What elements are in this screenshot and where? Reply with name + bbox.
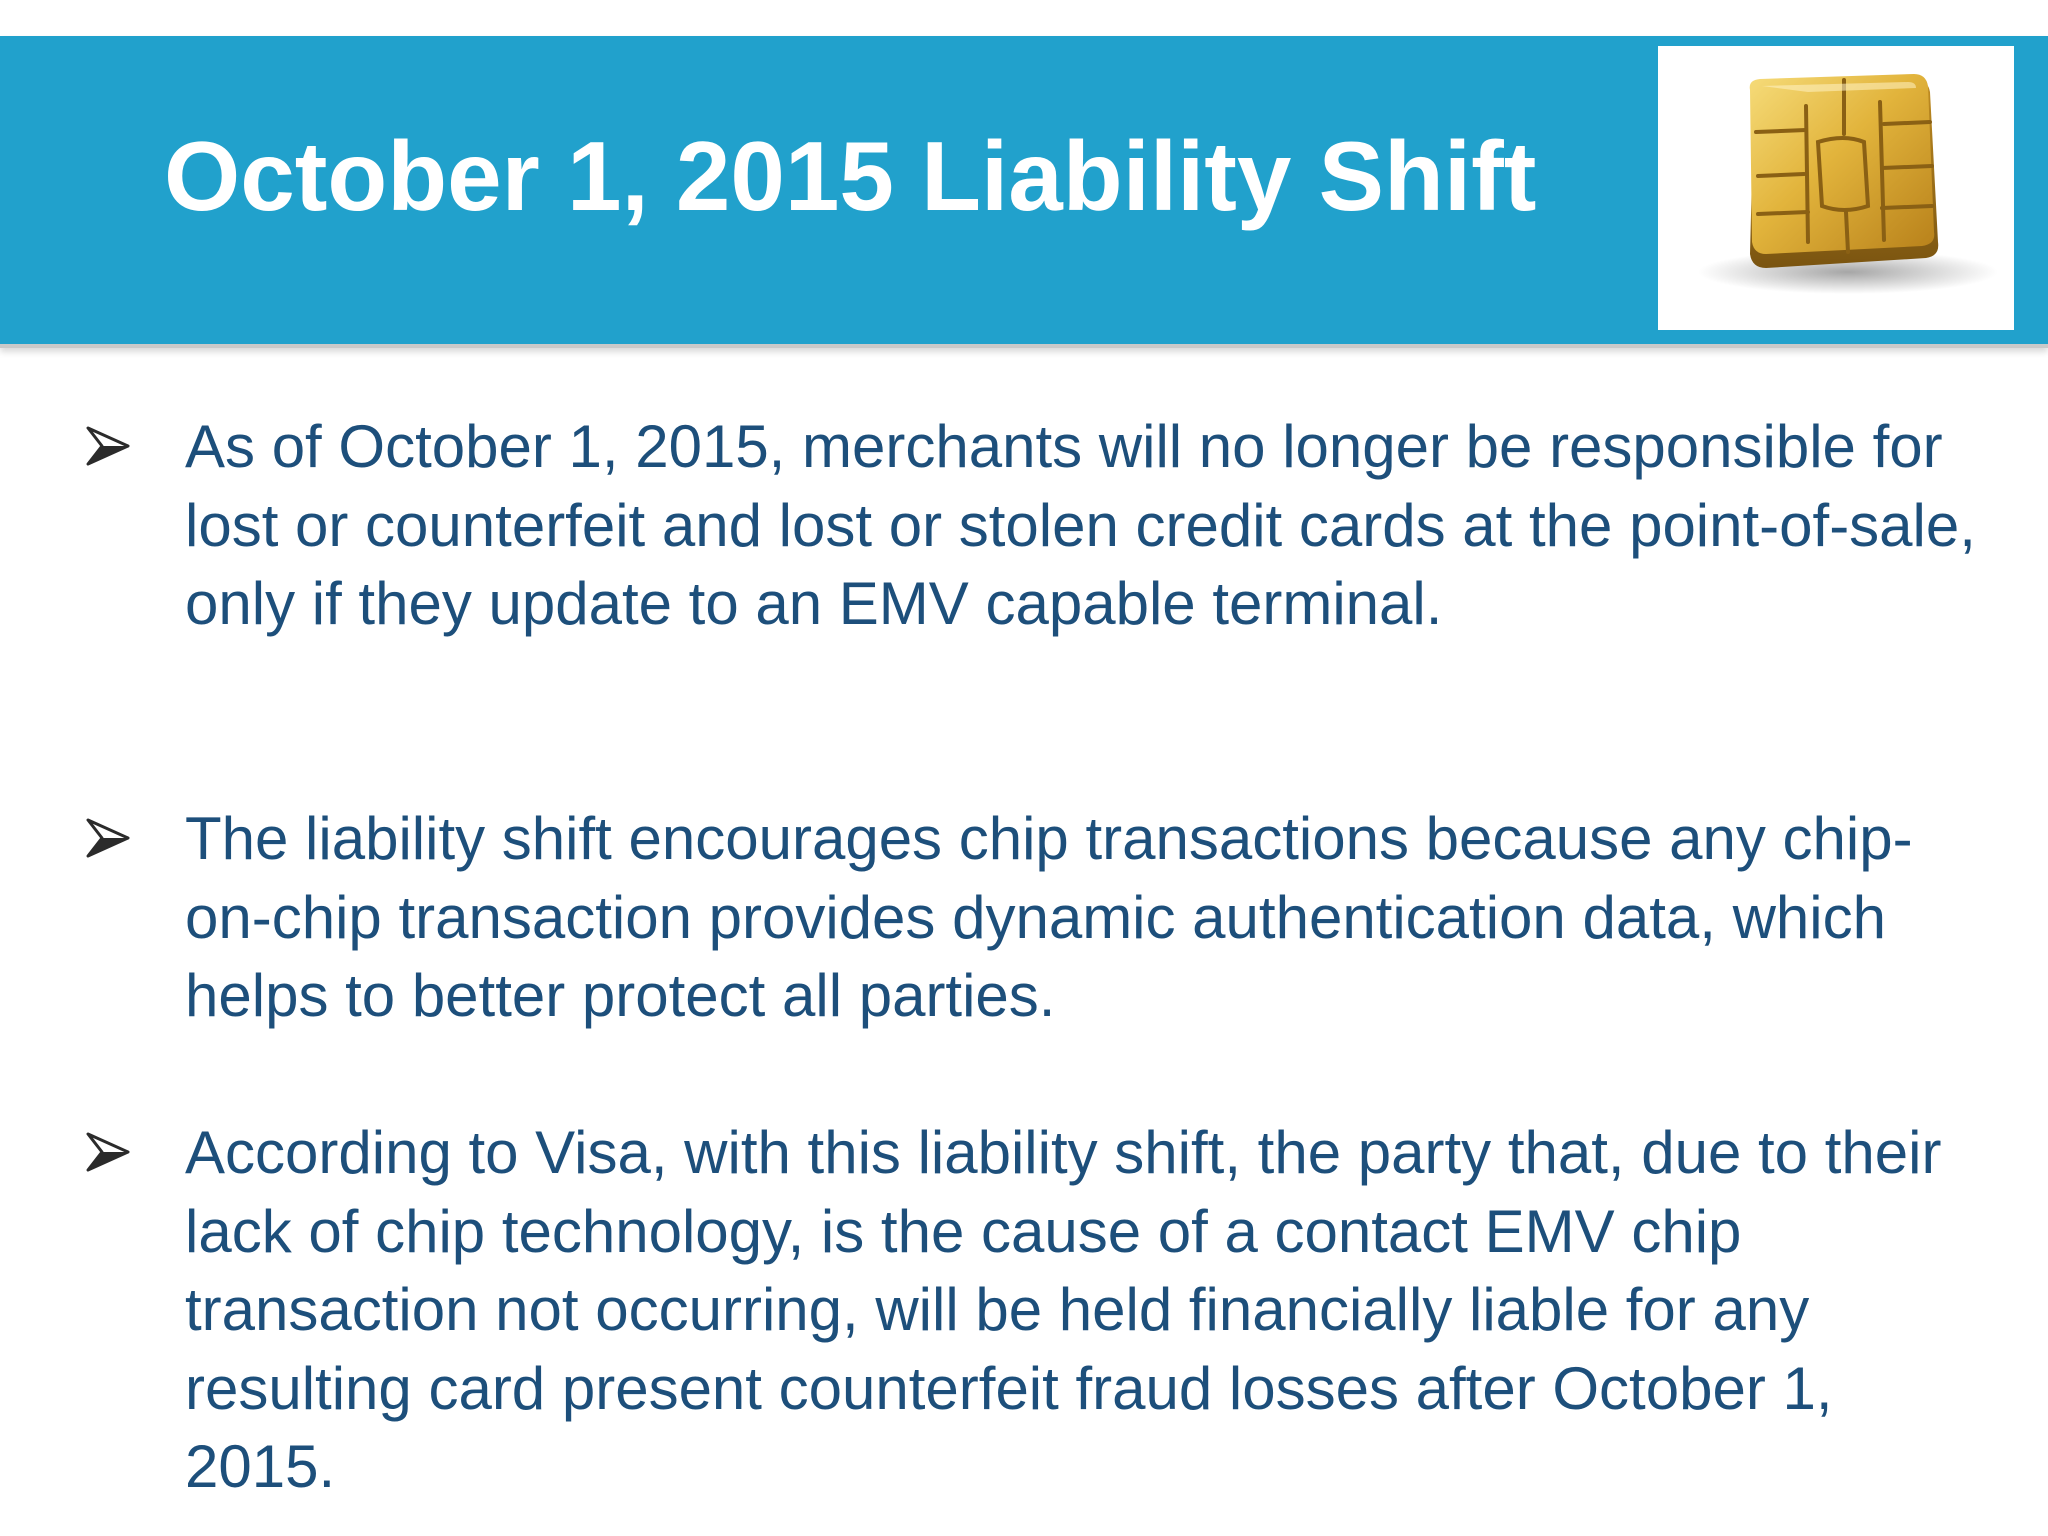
emv-chip-icon	[1658, 46, 2014, 330]
bullet-text: As of October 1, 2015, merchants will no longer be responsible for lost or counterfeit and lost or stolen credit cards at the point-of-sale, only if they update to an EMV capable terminal.	[185, 413, 1976, 637]
bullet-text: According to Visa, with this liability shift, the party that, due to their lack of chip technology, is the cause of a contact EMV chip transaction not occurring, will be held financially liable for any resulting card present counterfeit fraud losses after October 1, 2015.	[185, 1119, 1942, 1500]
chip-image	[1658, 46, 2014, 330]
slide-title: October 1, 2015 Liability Shift	[164, 121, 1537, 231]
arrowhead-bullet-icon	[84, 422, 132, 470]
arrowhead-bullet-icon	[84, 814, 132, 862]
bullet-text: The liability shift encourages chip transactions because any chip-on-chip transaction provides dynamic authentication data, which helps to better protect all parties.	[185, 805, 1913, 1029]
top-strip	[0, 0, 2048, 36]
arrowhead-bullet-icon	[84, 1128, 132, 1176]
